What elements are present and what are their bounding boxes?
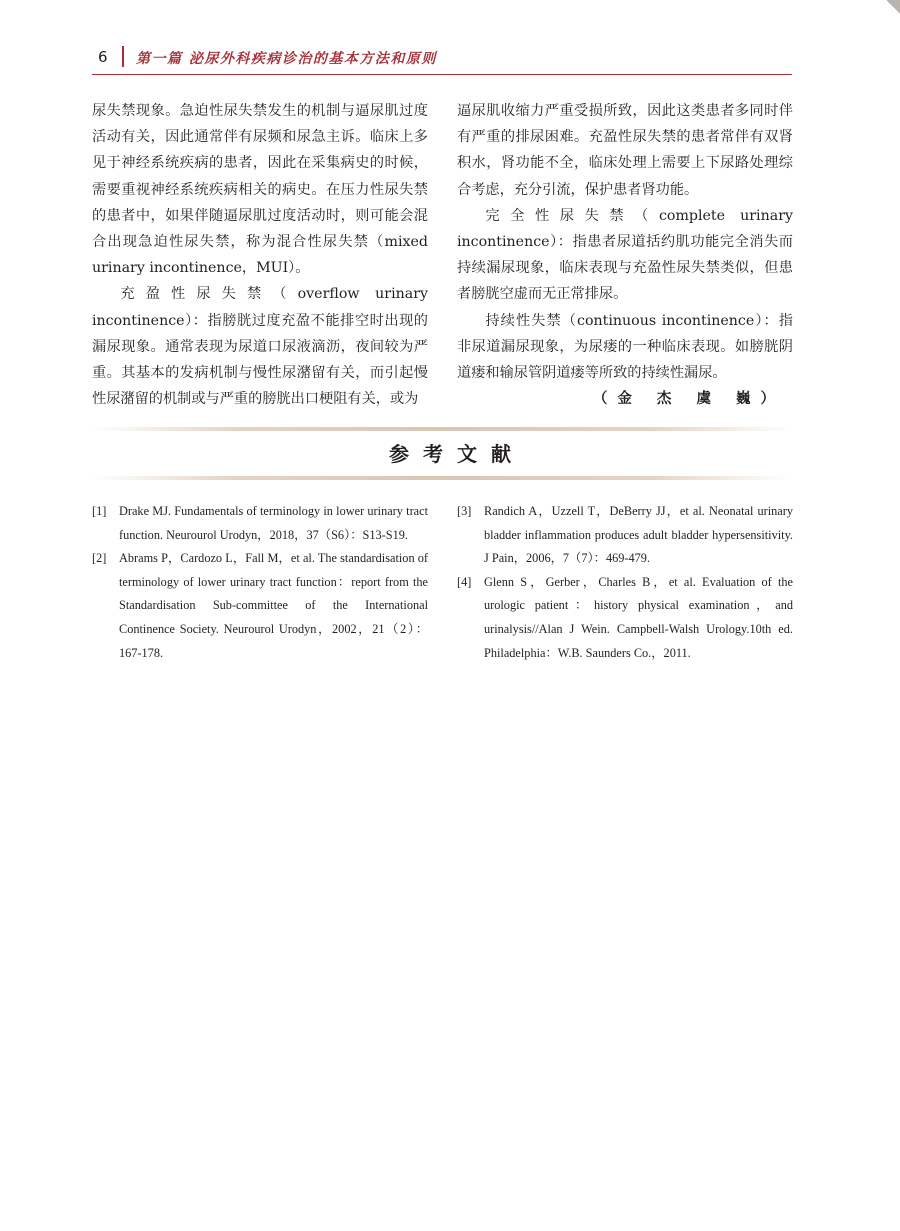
body-right-column <box>457 98 793 412</box>
reference-item <box>457 571 793 665</box>
chapter-title: 第一篇 泌尿外科疾病诊治的基本方法和原则 <box>136 51 437 67</box>
running-header <box>92 44 792 75</box>
reference-text: Randich A，Uzzell T，DeBerry JJ，et al. Neonatal urinary bladder inflammation produces adult bladder hypersensitivity. J Pain，2006，7（7）：469-479. <box>484 504 793 566</box>
paragraph-complete-incontinence: 完全性尿失禁（complete urinary incontinence）：指患者尿道括约肌功能完全消失而持续漏尿现象，临床表现与充盈性尿失禁类似，但患者膀胱空虚而无正常排尿。 <box>457 207 793 303</box>
reference-number: [4] <box>457 574 472 589</box>
references-left-column <box>92 500 428 665</box>
reference-number: [3] <box>457 504 472 518</box>
paragraph-continuous-incontinence: 持续性失禁（continuous incontinence）：指非尿道漏尿现象，为尿瘘的一种临床表现。如膀胱阴道瘘和输尿管阴道瘘等所致的持续性漏尿。 <box>457 312 793 382</box>
reference-number: [2] <box>92 551 107 566</box>
reference-number: [1] <box>92 504 107 518</box>
paragraph-urge-incontinence: 尿失禁现象。急迫性尿失禁发生的机制与逼尿肌过度活动有关，因此通常伴有尿频和尿急主诉。临床上多见于神经系统疾病的患者，因此在采集病史的时候，需要重视神经系统疾病相关的病史。在压力性尿失禁的患者中，如果伴随逼尿肌过度活动时，则可能会混合出现急迫性尿失禁，称为混合性尿失禁（mixed urinary incontinence，MUI）。 <box>92 103 428 277</box>
references-top-rule <box>92 427 792 431</box>
reference-item <box>92 547 428 665</box>
reference-text: Glenn S，Gerber，Charles B，et al. Evaluation of the urologic patient：history physical examination，and urinalysis//Alan J Wein. Campbell-Walsh Urology.10th ed. Philadelphia：W.B. Saunders Co.，2011. <box>484 574 793 660</box>
reference-text: Drake MJ. Fundamentals of terminology in lower urinary tract function. Neurourol Urodyn，2018，37（S6）：S13-S19. <box>119 504 428 542</box>
reference-text: Abrams P，Cardozo L，Fall M，et al. The standardisation of terminology of lower urinary tract function：report from the Standardisation Sub-committee of the International Continence Society. Neurourol Urodyn，2002，21（2）：167-178. <box>119 551 428 660</box>
references-bottom-rule <box>92 476 792 480</box>
reference-item <box>92 500 428 547</box>
author-credit: （金 杰 虞 巍） <box>592 391 785 408</box>
references-right-column <box>457 500 793 665</box>
header-divider-bar <box>122 46 124 67</box>
paragraph-overflow-incontinence: 充盈性尿失禁（overflow urinary incontinence）：指膀胱过度充盈不能排空时出现的漏尿现象。通常表现为尿道口尿液滴沥，夜间较为严重。其基本的发病机制与慢性尿潴留有关，而引起慢性尿潴留的机制或与严重的膀胱出口梗阻有关，或为 <box>92 286 428 408</box>
references-heading: 参考文献 <box>389 442 525 466</box>
page-corner-mark <box>886 0 900 14</box>
reference-item <box>457 500 793 571</box>
page-number: 6 <box>98 48 108 66</box>
paragraph-overflow-continued: 逼尿肌收缩力严重受损所致，因此这类患者多同时伴有严重的排尿困难。充盈性尿失禁的患者常伴有双肾积水，肾功能不全，临床处理上需要上下尿路处理综合考虑，充分引流，保护患者肾功能。 <box>457 103 793 198</box>
body-left-column <box>92 98 428 412</box>
